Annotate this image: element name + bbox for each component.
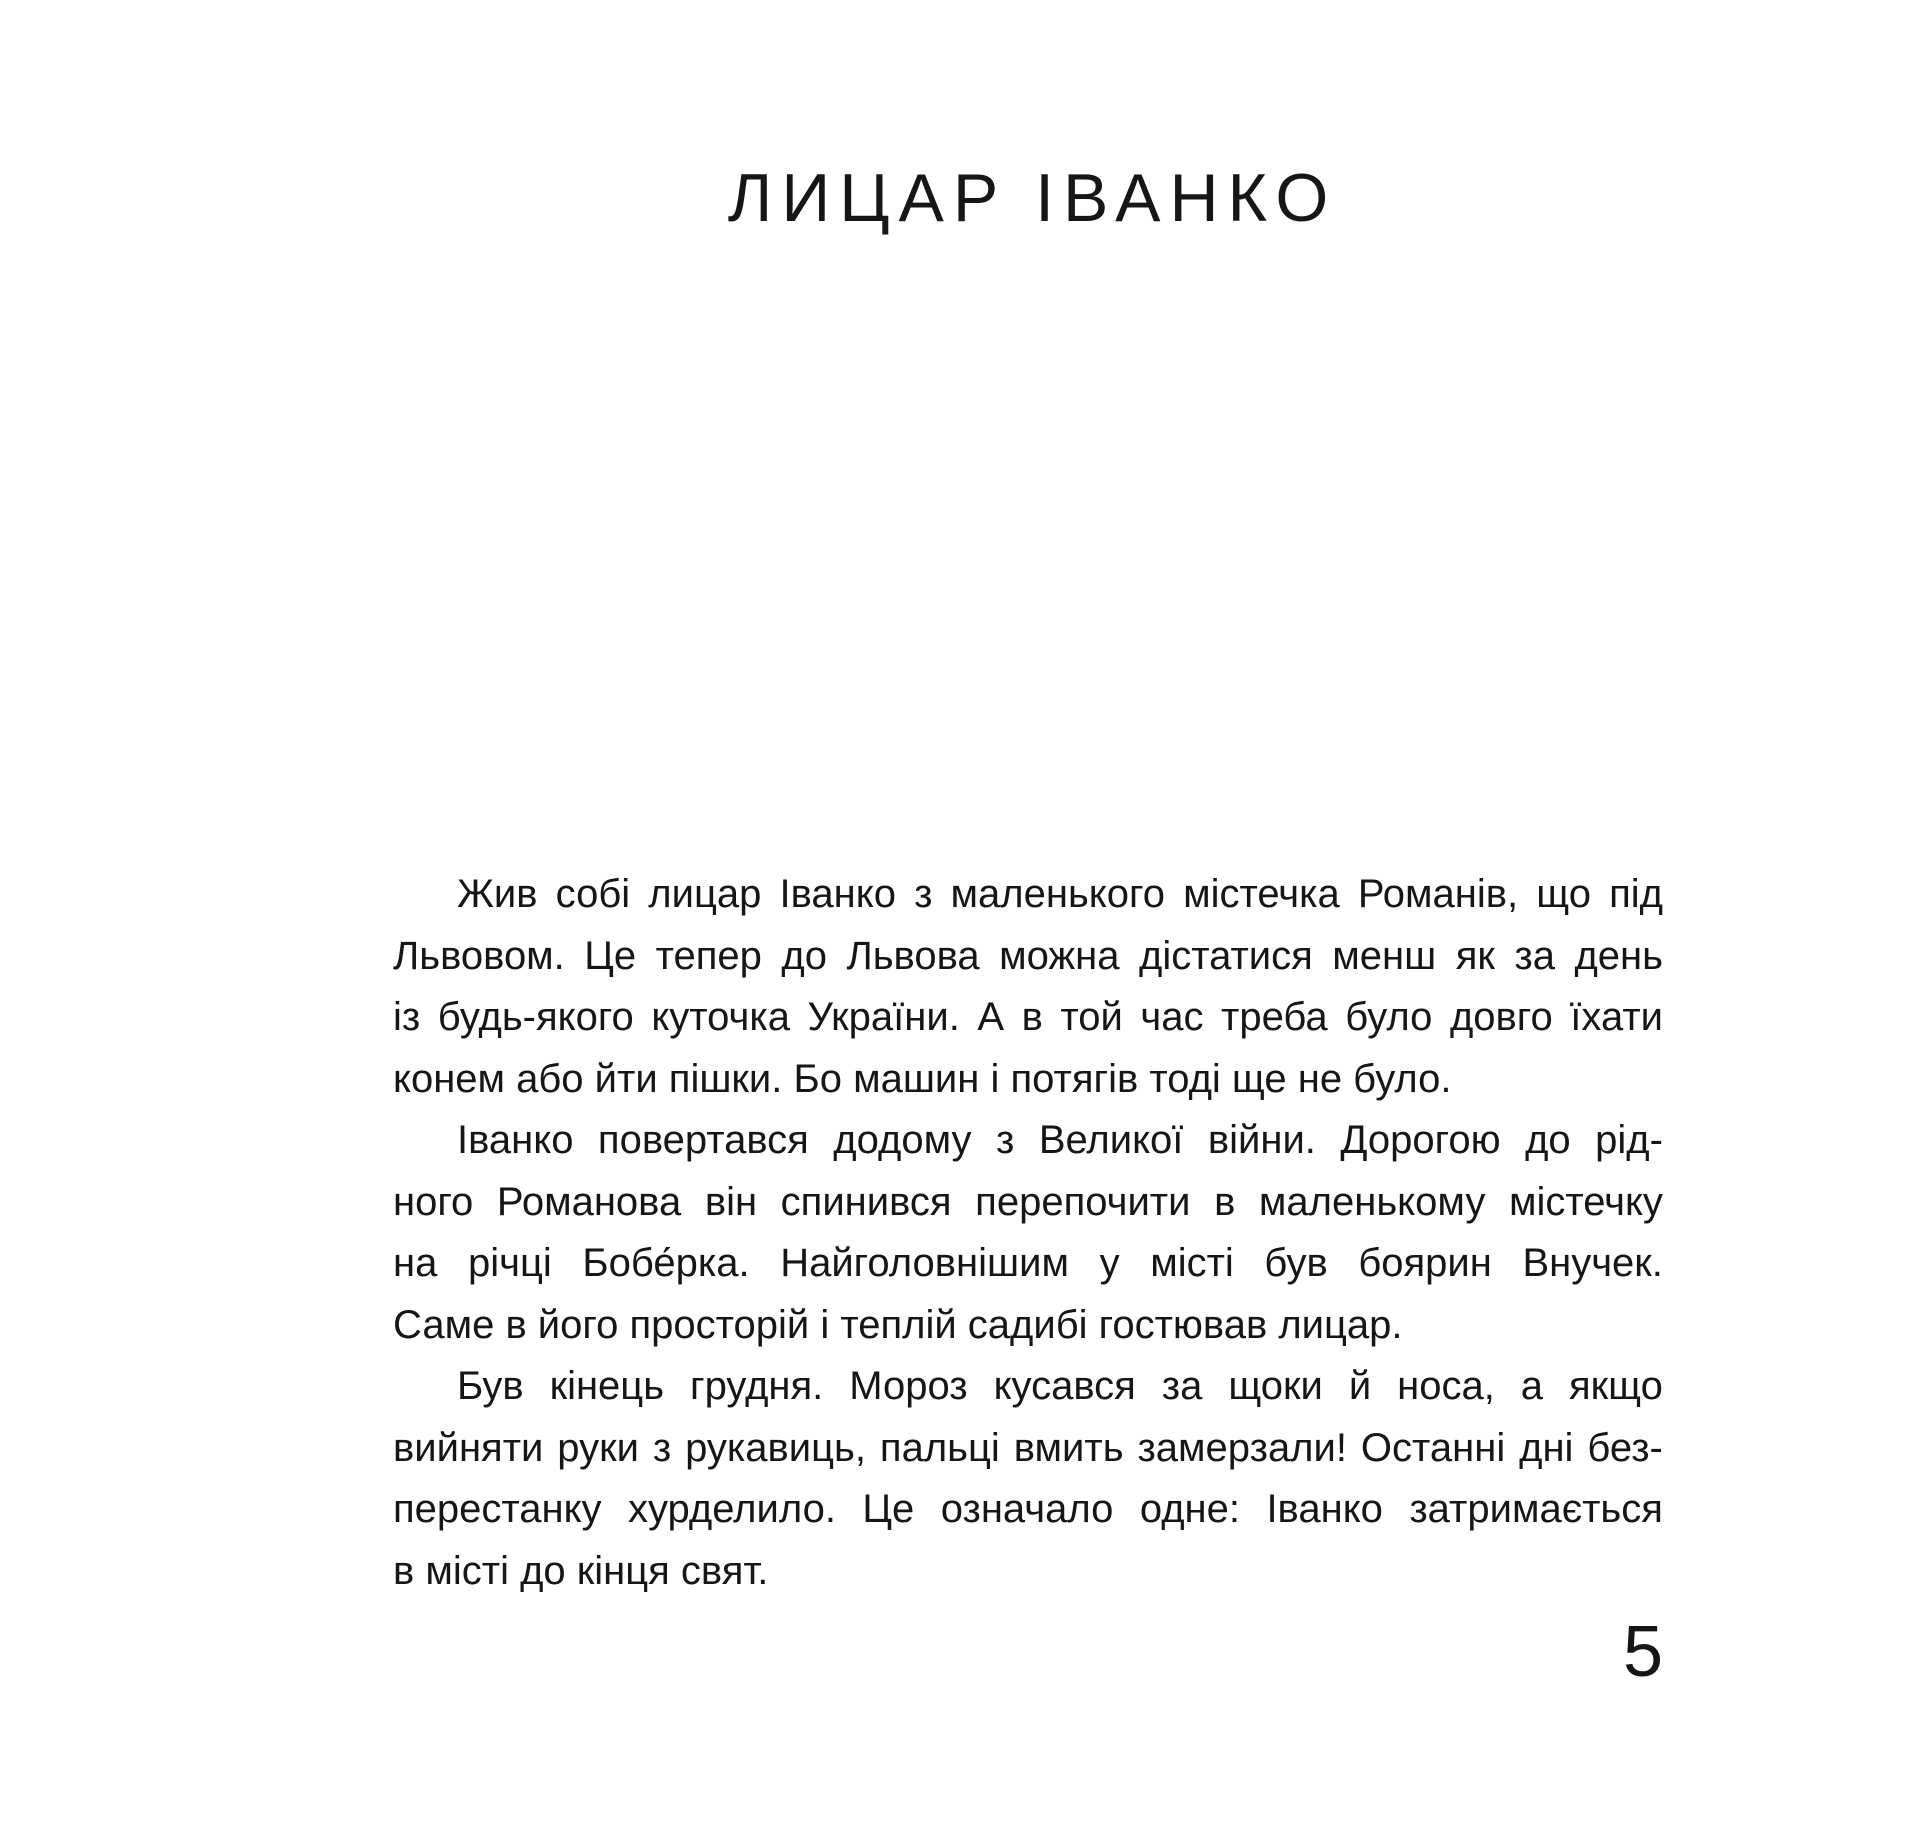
text-line: Жив собі лицар Іванко з маленького містечка Романів, що під — [457, 872, 1663, 916]
chapter-title: ЛИЦАР ІВАНКО — [727, 160, 1338, 236]
text-line: в місті до кінця свят. — [393, 1548, 769, 1593]
text-line: ного Романова він спинився перепочити в маленькому містечку — [393, 1179, 1663, 1224]
text-line: перестанку хурделило. Це означало одне: Іванко затримається — [393, 1487, 1663, 1531]
body-text — [393, 864, 1663, 1602]
text-line: конем або йти пішки. Бо машин і потягів тоді ще не було. — [393, 1056, 1452, 1101]
text-line: Був кінець грудня. Мороз кусався за щоки й носа, а якщо — [457, 1364, 1663, 1408]
text-line: із будь-якого куточка України. А в той час треба було довго їхати — [393, 995, 1663, 1039]
text-line: Саме в його просторій і теплій садибі гостював лицар. — [393, 1302, 1403, 1347]
text-line: Львовом. Це тепер до Львова можна дістатися менш як за день — [393, 933, 1663, 978]
text-line: на річці Бобе́рка. Найголовнішим у місті був боярин Внучек. — [393, 1241, 1663, 1285]
page-number: 5 — [1622, 1612, 1663, 1692]
text-line: Іванко повертався додому з Великої війни. Дорогою до рід- — [457, 1118, 1663, 1162]
text-line: вийняти руки з рукавиць, пальці вмить замерзали! Останні дні без- — [393, 1425, 1663, 1470]
